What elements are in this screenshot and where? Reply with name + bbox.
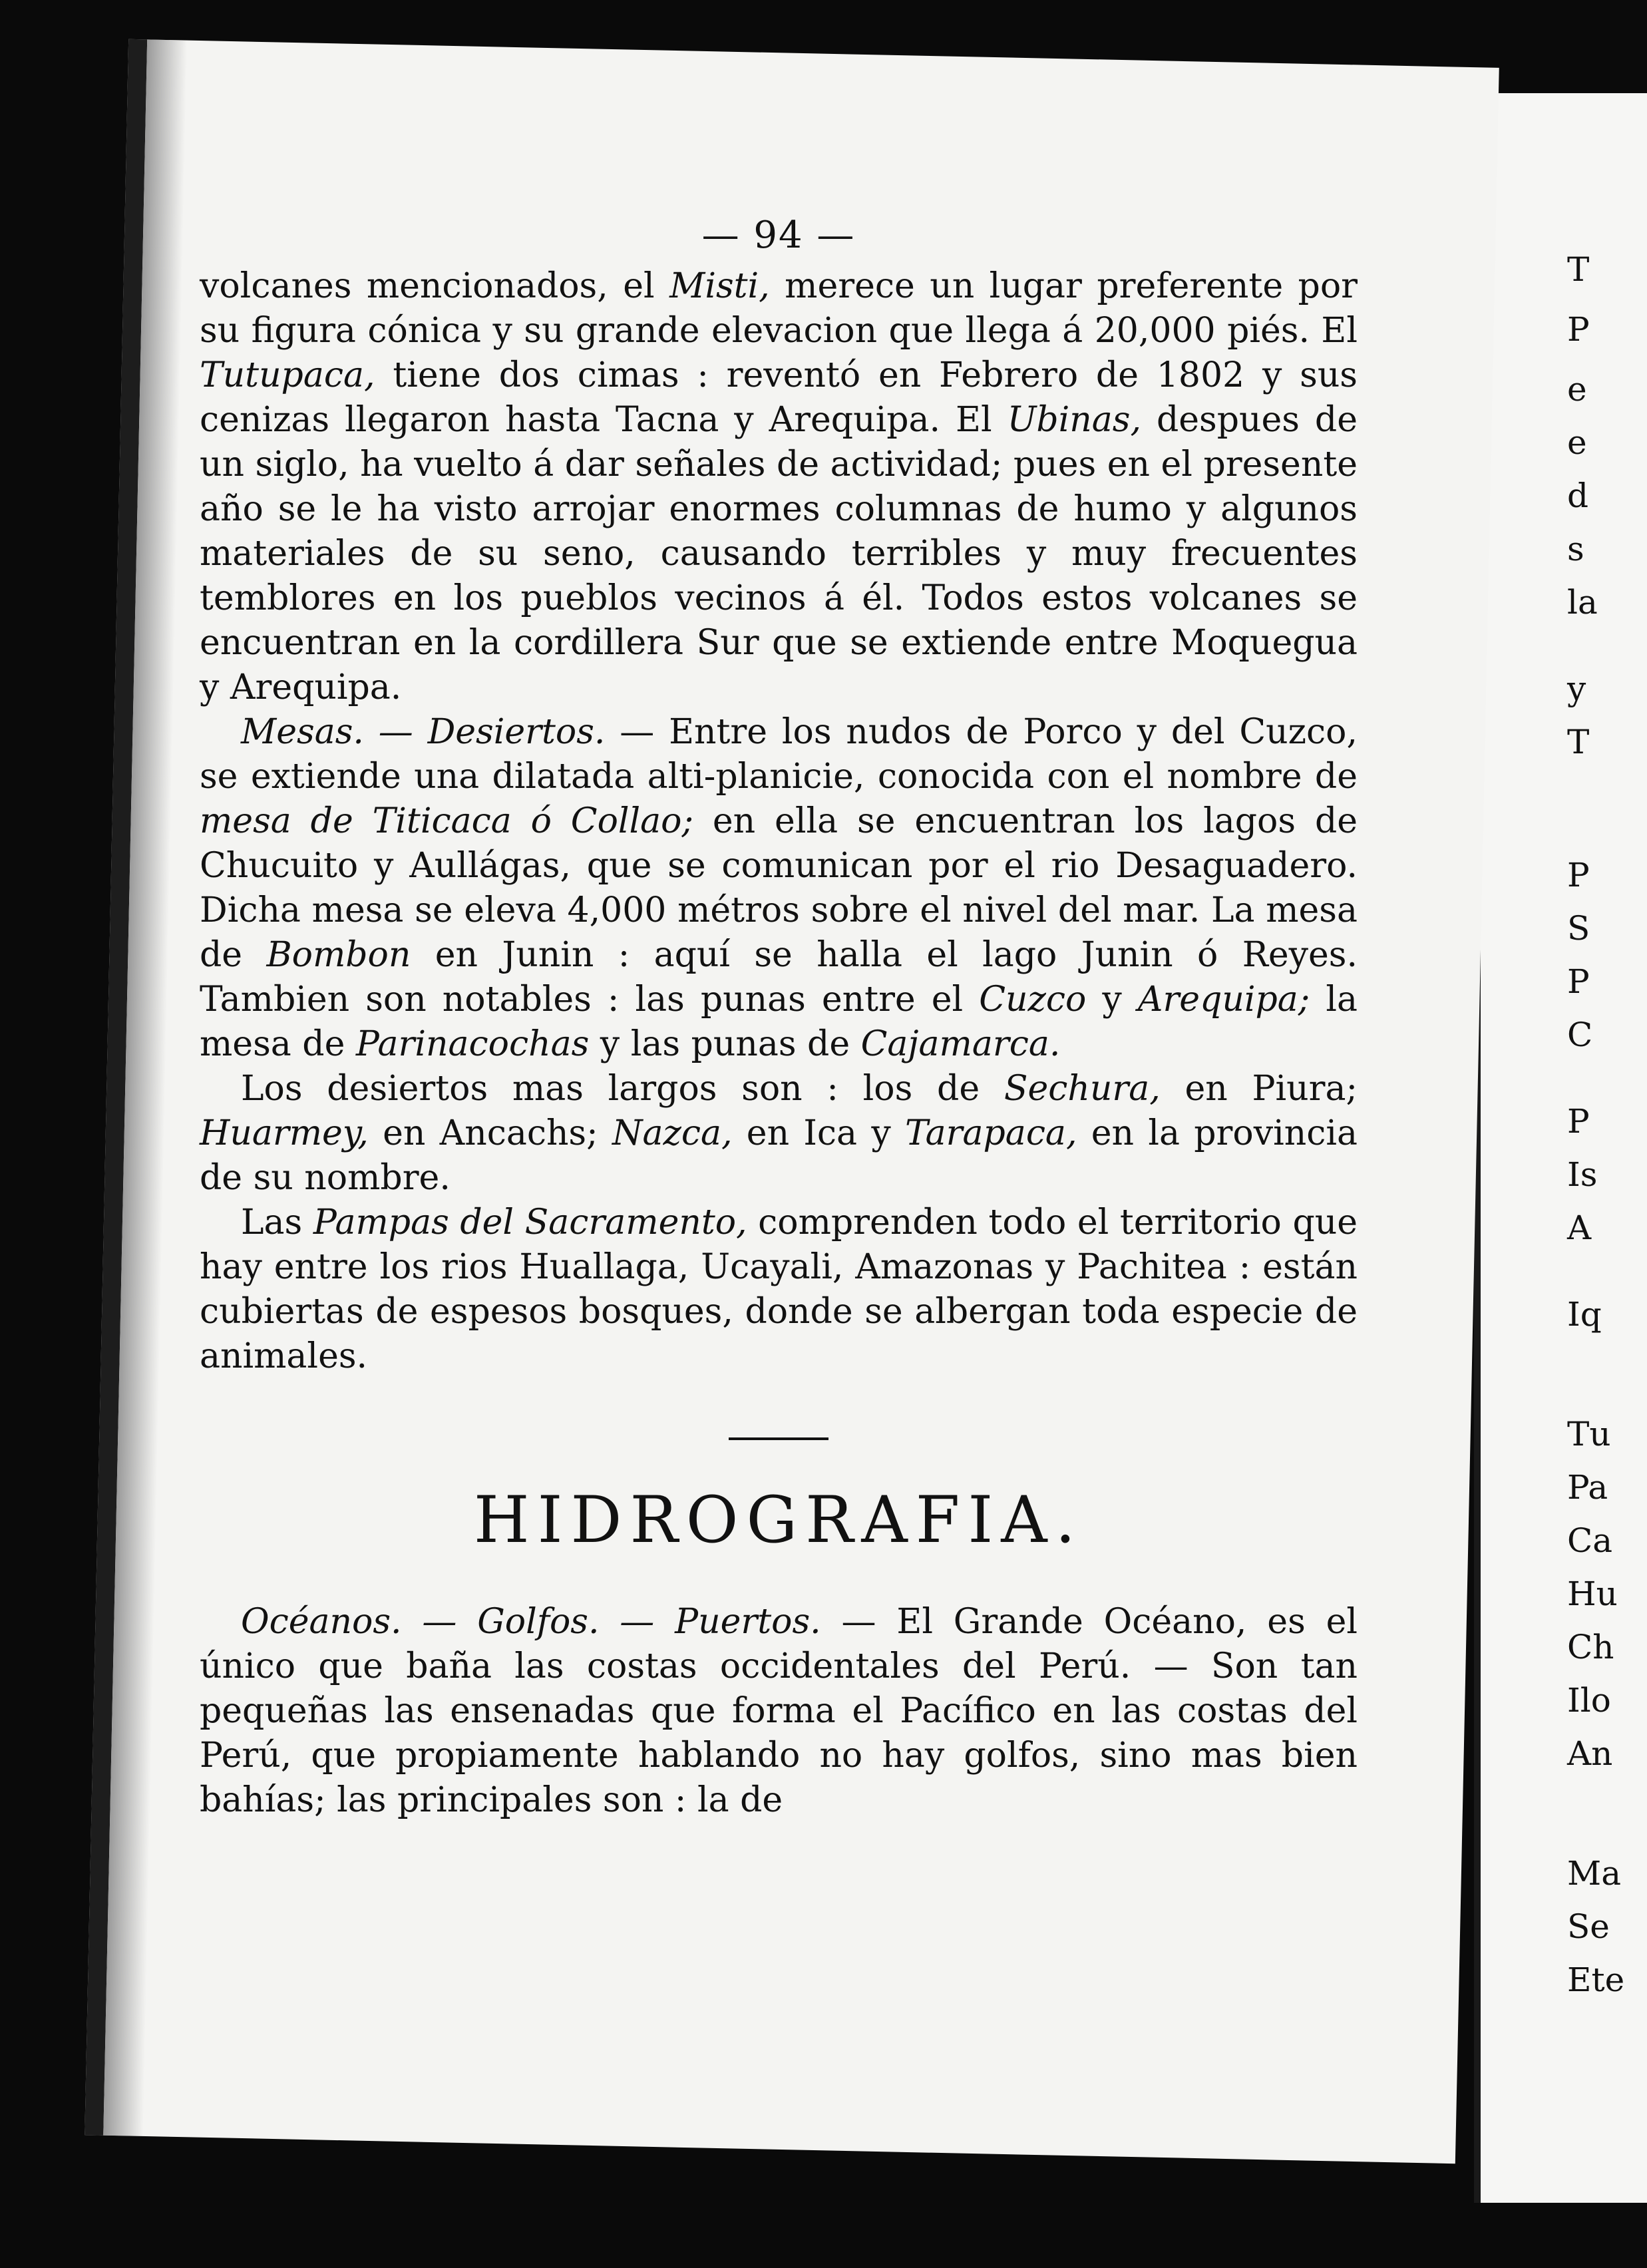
facing-page-fragment: e xyxy=(1567,423,1587,462)
italic-run: Nazca, xyxy=(612,1113,733,1153)
text-run: y las punas de xyxy=(589,1024,861,1064)
text-run: tiene dos cimas : reventó en Febrero de 1802 y sus cenizas llegaron hasta Tacna y Arequipa. El xyxy=(200,355,1358,440)
paragraph-mesas-desiertos xyxy=(200,710,1358,1067)
facing-page-fragment: Ete xyxy=(1567,1961,1625,1999)
facing-page-fragment: Hu xyxy=(1567,1575,1618,1613)
facing-page-fragment: T xyxy=(1567,250,1590,289)
facing-page-fragment: Se xyxy=(1567,1907,1610,1946)
facing-page-edge xyxy=(1474,93,1647,2203)
italic-run: Misti, xyxy=(669,266,770,306)
facing-page-fragment: Ca xyxy=(1567,1521,1613,1560)
text-run: volcanes mencionados, el xyxy=(200,266,670,306)
italic-run: Cajamarca. xyxy=(860,1024,1061,1064)
italic-run: Ubinas, xyxy=(1007,400,1142,440)
italic-run: Huarmey, xyxy=(200,1113,369,1153)
facing-page-fragment: Tu xyxy=(1567,1415,1611,1453)
text-run: y xyxy=(1086,980,1138,1020)
italic-run: mesa de Titicaca ó Collao; xyxy=(200,801,693,841)
facing-page-fragment: d xyxy=(1567,476,1589,515)
text-run: en la provincia de su nombre. xyxy=(200,1113,1358,1198)
facing-page-fragment: Iq xyxy=(1567,1295,1602,1334)
facing-page-fragment: S xyxy=(1567,909,1590,948)
paragraph-oceanos xyxy=(200,1600,1358,1823)
page-number: — 94 — xyxy=(701,214,856,257)
facing-page-fragment: e xyxy=(1567,370,1587,409)
italic-run: Pampas del Sacramento, xyxy=(313,1203,747,1242)
facing-page-fragment: P xyxy=(1567,1102,1590,1141)
facing-page-fragment: Pa xyxy=(1567,1468,1608,1507)
text-run: en Junin : aquí se halla el lago Junin ó Reyes. Tambien son notables : las punas entre el xyxy=(200,935,1358,1020)
text-run: comprenden todo el territorio que hay entre los rios Huallaga, Ucayali, Amazonas y Pachitea : están cubiertas de espesos bosques, donde se albergan toda especie de animales. xyxy=(200,1203,1358,1376)
text-run: en Ica y xyxy=(732,1113,906,1153)
facing-page-fragment: P xyxy=(1567,856,1590,894)
italic-run: Tarapaca, xyxy=(905,1113,1077,1153)
italic-run: Bombon xyxy=(266,935,411,975)
text-run: — El Grande Océano, es el único que baña las costas occidentales del Perú. — Son tan pequeñas las ensenadas que forma el Pacífico en las costas del Perú, que propiamente hablando no hay golfos, sino mas bien bahías; las principales son : la de xyxy=(200,1602,1358,1820)
facing-page-fragment: P xyxy=(1567,310,1590,349)
italic-run: Sechura, xyxy=(1004,1069,1161,1109)
text-run: en Ancachs; xyxy=(368,1113,612,1153)
facing-page-fragment: Ch xyxy=(1567,1628,1614,1666)
facing-page-fragment: s xyxy=(1567,530,1584,568)
italic-run: Cuzco xyxy=(979,980,1087,1020)
italic-run: Océanos. — Golfos. — Puertos. xyxy=(241,1602,821,1642)
facing-page-fragment: Is xyxy=(1567,1155,1598,1194)
text-run: merece un lugar preferente por su figura cónica y su grande elevacion que llega á 20,000 piés. El xyxy=(200,266,1358,351)
italic-run: Mesas. — Desiertos. xyxy=(241,712,606,752)
facing-page-fragment: P xyxy=(1567,962,1590,1001)
facing-page-fragment: An xyxy=(1567,1734,1613,1773)
paragraph-pampas-sacramento xyxy=(200,1201,1358,1379)
facing-page-fragment: la xyxy=(1567,583,1598,622)
paragraph-volcanes xyxy=(200,264,1358,710)
italic-run: Tutupaca, xyxy=(200,355,375,395)
facing-page-fragment: Ilo xyxy=(1567,1681,1611,1720)
text-run: — Entre los nudos de Porco y del Cuzco, se extiende una dilatada alti-planicie, conocida con el nombre de xyxy=(200,712,1358,797)
italic-run: Parinacochas xyxy=(355,1024,590,1064)
facing-page-fragment: C xyxy=(1567,1016,1593,1054)
section-divider xyxy=(729,1437,828,1440)
page-text-block xyxy=(200,146,1358,1823)
text-run: Los desiertos mas largos son : los de xyxy=(241,1069,1004,1109)
text-run: despues de un siglo, ha vuelto á dar señales de actividad; pues en el presente año se le ha visto arrojar enormes columnas de humo y algunos materiales de su seno, causando terribles y muy frecuentes temblores en los pueblos vecinos á él. Todos estos volcanes se encuentran en la cordillera Sur que se extiende entre Moquegua y Arequipa. xyxy=(200,400,1358,707)
facing-page-fragment: Ma xyxy=(1567,1854,1622,1893)
section-heading: HIDROGRAFIA. xyxy=(473,1483,1084,1557)
facing-page-fragment: T xyxy=(1567,723,1590,761)
facing-page-fragment: A xyxy=(1567,1209,1592,1247)
text-run: la mesa de xyxy=(200,980,1358,1064)
facing-page-fragment: y xyxy=(1567,669,1586,708)
text-run: en ella se encuentran los lagos de Chucuito y Aullágas, que se comunican por el rio Desaguadero. Dicha mesa se eleva 4,000 métros sobre el nivel del mar. La mesa de xyxy=(200,801,1358,975)
italic-run: Arequipa; xyxy=(1137,980,1310,1020)
paragraph-desiertos-largos xyxy=(200,1067,1358,1201)
text-run: Las xyxy=(241,1203,313,1242)
gutter-shadow xyxy=(103,39,187,2136)
text-run: en Piura; xyxy=(1160,1069,1358,1109)
